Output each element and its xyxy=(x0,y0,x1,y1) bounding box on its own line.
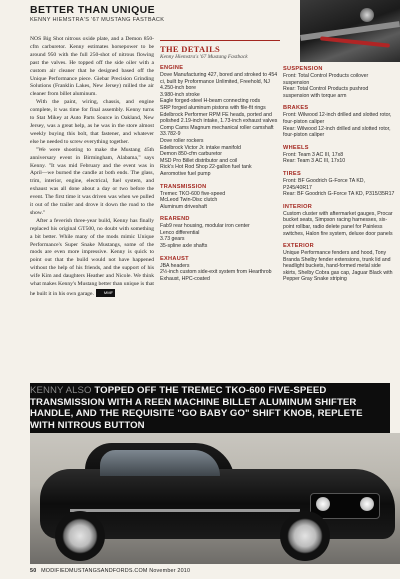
spec-heading: SUSPENSION xyxy=(283,66,323,72)
spec-line: Tremec TKO-600 five-speed xyxy=(160,190,226,197)
end-mark: MMF xyxy=(96,289,115,297)
spec-heading: TIRES xyxy=(283,170,301,177)
spec-section xyxy=(283,105,395,138)
spec-line: Front: Team 3 AC III, 17x8 xyxy=(283,151,344,158)
car-headlight xyxy=(360,497,374,511)
spec-section xyxy=(283,243,395,283)
body-paragraph: NOS Big Shot nitrous oxide plate, and a Demon 850-cfm carburetor. Kenny estimates horsepower to be around 950 with the full 250-shot of nitrous flowing past the valves. He topped off the side oiler with a custom air cleaner that he designed based off the Unique Performance piece. Giebar Precision Grinding Solutions (Franklin Lakes, New Jersey) milled the air cleaner from billet aluminum. xyxy=(30,36,154,98)
engine-detail-shape xyxy=(320,36,390,47)
callout-body: TOPPED OFF THE TREMEC TKO-600 FIVE-SPEED TRANSMISSION WITH A REEN MACHINE BILLET ALUMINUM SHIFTER HANDLE, AND THE REQUISITE "GO BABY GO" SHIFT KNOB, REPLETE WITH NITROUS BUTTON xyxy=(30,385,363,431)
spec-line: 2½-inch custom side-exit system from Hearthrob Exhaust, HPC-coated xyxy=(160,269,272,282)
spec-line: JBA headers xyxy=(160,262,190,269)
spec-line: Lenco differential xyxy=(160,229,200,236)
car-wheel-rear xyxy=(55,511,105,561)
page-number: 50 xyxy=(30,568,37,574)
callout-text xyxy=(30,385,390,431)
car-photo xyxy=(30,433,400,564)
spec-line: Rear: Total Control Products pushrod suspension with torque arm xyxy=(283,86,369,99)
body-paragraph: With the paint, wiring, chassis, and engine complete, it was time for final assembly. Kenny turns to Stat Mikey at Auto Parts Source in Oakland, New Jersey, was a great help, as he was in the store almost weekly buying this bolt, that fastener, and whatever else he needed to screw everything together. xyxy=(30,99,154,145)
spec-section xyxy=(160,216,280,249)
car-wheel-front xyxy=(280,511,330,561)
spec-line: Eagle forged-steel H-beam connecting rods xyxy=(160,98,261,105)
car-window-shape xyxy=(100,450,220,476)
spec-heading: TRANSMISSION xyxy=(160,183,207,190)
spec-heading: INTERIOR xyxy=(283,203,313,210)
issue-date: November 2010 xyxy=(149,568,191,574)
spec-line: McLeod Twin-Disc clutch xyxy=(160,197,218,204)
details-column-left xyxy=(160,65,280,282)
body-paragraph-text: After a feverish three-year build, Kenny has finally replaced his original GT500, no doubt with something a bit better. While many of the mods mimic Unique Performance's Super Snake Mustangs, some of the mods are even more impressive. Kenny is quick to point out that the build would not have happened without the help of his friends, and the support of his wife Kim and daughters Heather and Nicole. We think what makes Kenny's Mustang better than unique is that he built it in his own garage. xyxy=(30,217,154,297)
spec-line: SRP forged aluminum pistons with file-fit rings xyxy=(160,104,266,111)
spec-line: Rear: Wilwood 12-inch drilled and slotted rotor, four-piston caliper xyxy=(283,125,391,139)
details-subtitle: Kenny Hiemstra's '67 Mustang Fastback xyxy=(160,54,248,60)
engine-detail-shape xyxy=(360,8,374,22)
spec-line: Rear: BF Goodrich G-Force TA KD, P315/35R17 xyxy=(283,191,395,198)
spec-line: Aeromotive fuel pump xyxy=(160,170,211,177)
spec-line: Rick's Hot Rod Shop 22-gallon fuel tank xyxy=(160,164,252,171)
spec-line: Front: Wilwood 12-inch drilled and slotted rotor, four-piston caliper xyxy=(283,112,392,125)
spec-section xyxy=(160,65,280,178)
article-header xyxy=(30,4,230,23)
engine-photo xyxy=(300,0,400,62)
spec-heading: EXTERIOR xyxy=(283,243,314,250)
spec-section xyxy=(283,145,395,165)
spec-line: Dove Manufacturing 427, bored and stroked to 454 ci, built by Proformance Unlimited, Freehold, NJ xyxy=(160,72,278,85)
article-title: BETTER THAN UNIQUE xyxy=(30,4,156,16)
spec-line: Edelbrock Performer RPM FE heads, ported and polished 2.19-inch intake, 1.73-inch exhaust valves xyxy=(160,111,278,125)
page-footer xyxy=(30,568,190,574)
spec-heading: BRAKES xyxy=(283,105,309,112)
spec-line: 3.73 gears xyxy=(160,236,185,243)
details-box xyxy=(160,40,280,288)
car-side-stripe xyxy=(70,509,300,512)
spec-line: Comp Cams Magnum mechanical roller camshaft 33.782-9 xyxy=(160,124,274,138)
spec-section xyxy=(160,184,280,211)
spec-heading: WHEELS xyxy=(283,144,309,151)
article-body xyxy=(30,36,154,299)
body-paragraph: "We were shooting to make the Mustang 45th anniversary event in Birmingham, Alabama," says Kenny. "It was mid February and the event was in April—we burned the candle at both ends. The glass, trim, interior, engine, electrical, fuel system, and exhaust was all done about a day or two before the event. The first time it was driven was when we pulled it out of the trailer and drove it down the road to the show." xyxy=(30,146,154,216)
spec-line: 4.250-inch bore xyxy=(160,85,197,92)
spec-line: Unique Performance fenders and hood, Tony Branda Shelby fender extensions, trunk lid and headlight buckets, hand-formed metal side skirts, Shelby Cobra gas cap, Jaguar Black with Pepper Gray Snake striping xyxy=(283,250,393,283)
spec-line: Fab9 rear housing, modular iron center xyxy=(160,223,250,230)
spec-line: Edelbrock Victor Jr. intake manifold xyxy=(160,144,241,151)
details-column-right xyxy=(283,66,395,289)
body-paragraph xyxy=(30,218,154,299)
publication-url: MODIFIEDMUSTANGSANDFORDS.COM xyxy=(41,568,148,574)
spec-line: Custom cluster with aftermarket gauges, Procar bucket seats, Simpson racing harnesses, six-point rollbar, radio delete panel for Painless switches, Halon fire system, deluxe door panels xyxy=(283,210,393,237)
spec-section xyxy=(160,256,280,283)
spec-heading: ENGINE xyxy=(160,65,184,71)
spec-line: Front: BF Goodrich G-Force TA KD, P245/40R17 xyxy=(283,177,365,191)
spec-line: 35-spline axle shafts xyxy=(160,243,208,250)
callout-lead: KENNY ALSO xyxy=(30,385,92,396)
details-title: THE DETAILS xyxy=(160,40,280,54)
spec-line: MSD Pro Billet distributor and coil xyxy=(160,157,238,164)
spec-line: Dove roller rockers xyxy=(160,137,204,144)
engine-detail-shape xyxy=(300,21,400,41)
spec-section xyxy=(283,204,395,237)
spec-section xyxy=(283,66,395,99)
car-headlight xyxy=(316,497,330,511)
spec-heading: EXHAUST xyxy=(160,255,189,262)
spec-section xyxy=(283,171,395,198)
spec-line: 3.980-inch stroke xyxy=(160,91,200,98)
spec-line: Front: Total Control Products coilover suspension xyxy=(283,73,369,86)
spec-heading: REAREND xyxy=(160,216,190,223)
spec-line: Demon 850-cfm carburetor xyxy=(160,151,222,158)
article-subtitle: KENNY HIEMSTRA'S '67 MUSTANG FASTBACK xyxy=(30,17,165,23)
spec-line: Rear: Team 3 AC III, 17x10 xyxy=(283,158,346,165)
spec-line: Aluminum driveshaft xyxy=(160,203,207,210)
